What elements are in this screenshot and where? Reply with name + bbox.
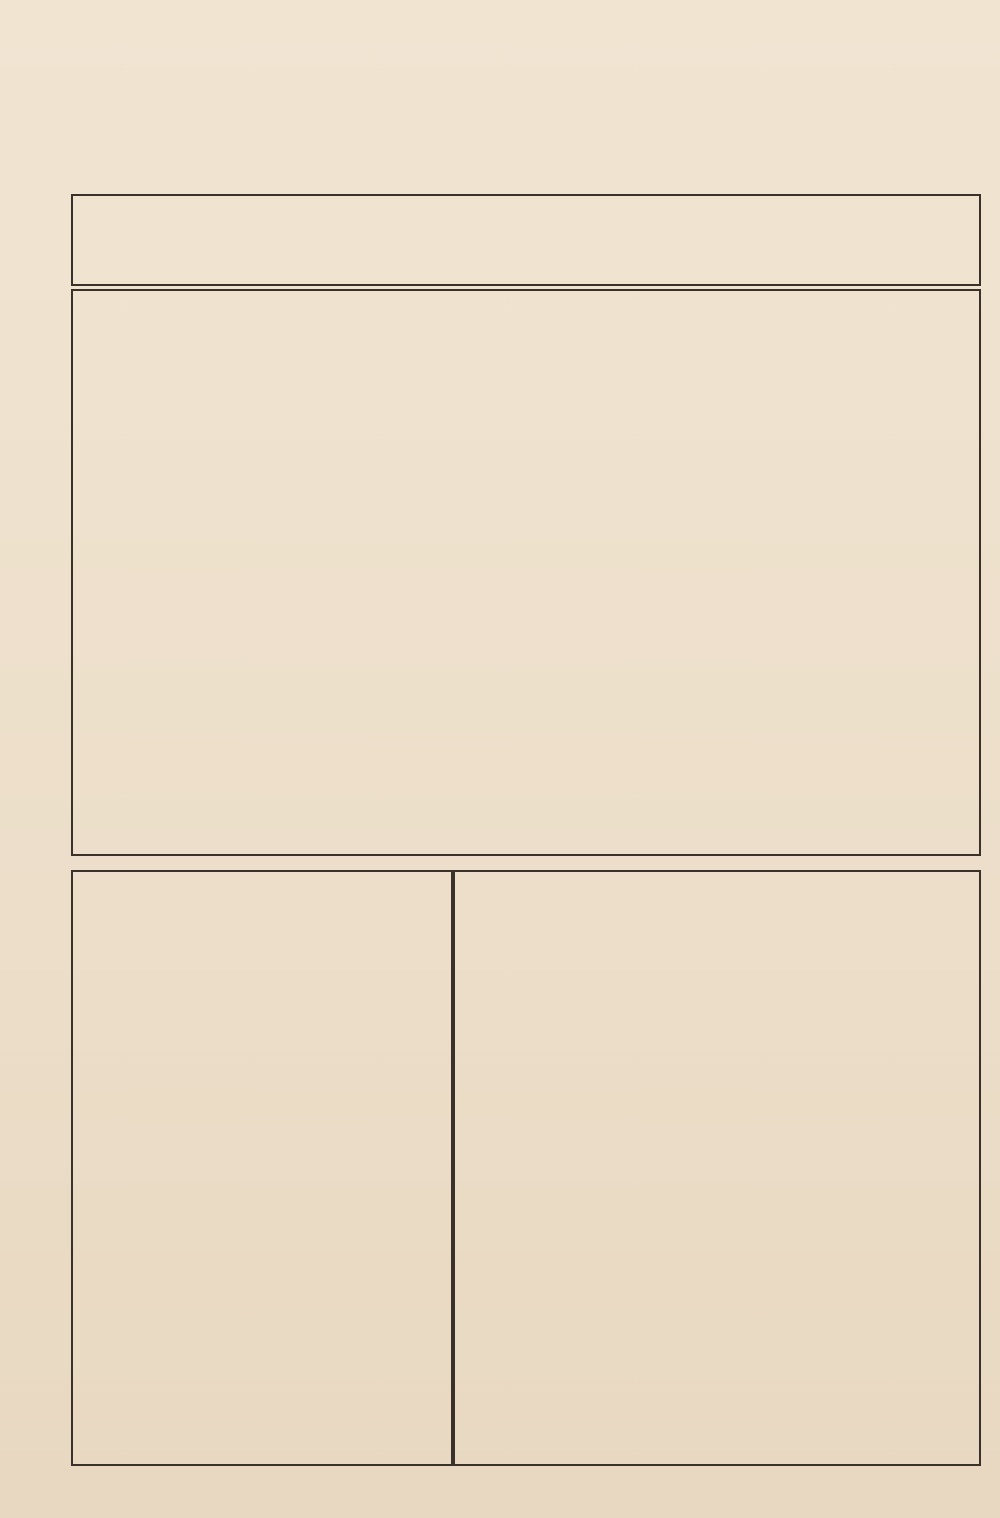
top-table — [71, 289, 981, 856]
coast-box — [71, 870, 453, 1466]
morning-table — [453, 870, 981, 1466]
legend-box — [71, 194, 981, 286]
